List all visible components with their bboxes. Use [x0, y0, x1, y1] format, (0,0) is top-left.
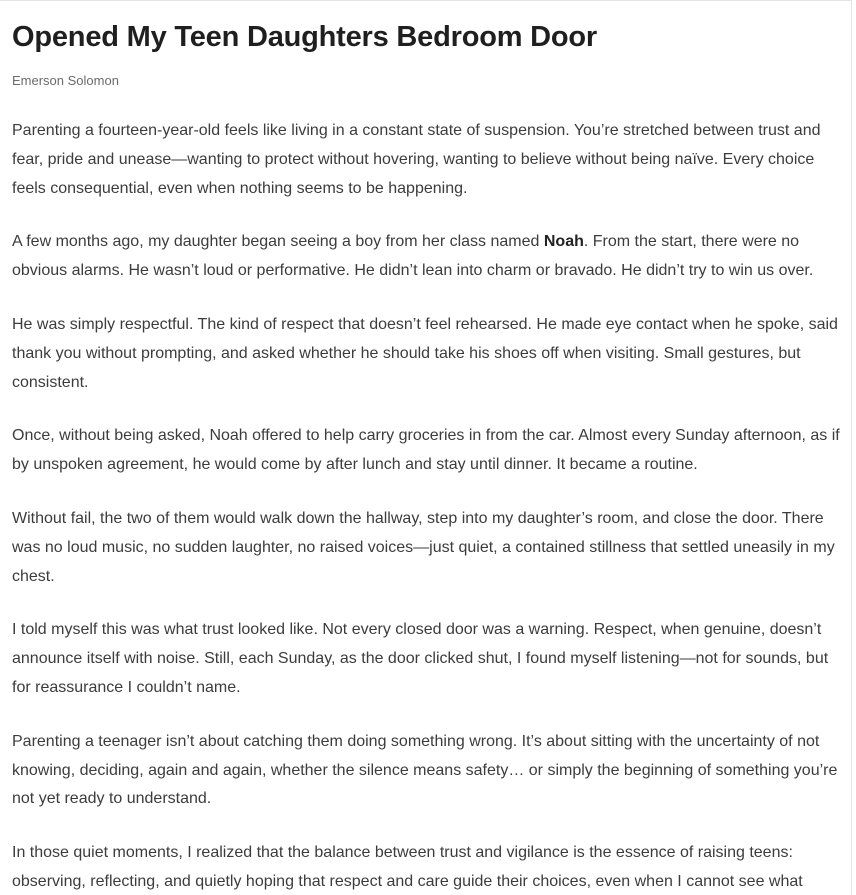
article-body	[12, 117, 840, 895]
paragraph-7: Parenting a teenager isn’t about catching them doing something wrong. It’s about sitting with the uncertainty of not knowing, deciding, again and again, whether the silence means safety… or simply the beginning of something you’re not yet ready to understand.	[12, 732, 838, 808]
paragraph-2	[12, 228, 840, 286]
name-noah: Noah	[543, 233, 584, 251]
paragraph-2-text-start: A few months ago, my daughter began seeing a boy from her class named	[12, 233, 544, 251]
paragraph-5: Without fail, the two of them would walk down the hallway, step into my daughter’s room, and close the door. There was no loud music, no sudden laughter, no raised voices—just quiet, a contained stillness that settled uneasily in my chest.	[12, 509, 835, 585]
article	[12, 17, 840, 895]
paragraph-8: In those quiet moments, I realized that the balance between trust and vigilance is the essence of raising teens: observing, reflecting, and quietly hoping that respect and care guide their choices, even when I cannot see what	[12, 844, 803, 890]
paragraph-4: Once, without being asked, Noah offered to help carry groceries in from the car. Almost every Sunday afternoon, as if by unspoken agreement, he would come by after lunch and stay until dinner. It became a routine.	[12, 427, 840, 474]
article-author[interactable]: Emerson Solomon	[12, 73, 119, 88]
paragraph-2-text-end: . From the start, there were no obvious alarms. He wasn’t loud or performative. He didn’t lean into charm or bravado. He didn’t try to win us over.	[12, 233, 814, 280]
paragraph-6: I told myself this was what trust looked like. Not every closed door was a warning. Respect, when genuine, doesn’t announce itself with noise. Still, each Sunday, as the door clicked shut, I found myself listening—not for sounds, but for reassurance I couldn’t name.	[12, 621, 829, 696]
article-title: Opened My Teen Daughters Bedroom Door	[12, 21, 598, 53]
paragraph-1: Parenting a fourteen-year-old feels like living in a constant state of suspension. You’re stretched between trust and fear, pride and unease—wanting to protect without hovering, wanting to believe without being naïve. Every choice feels consequential, even when nothing seems to be happening.	[12, 122, 821, 197]
paragraph-3: He was simply respectful. The kind of respect that doesn’t feel rehearsed. He made eye contact when he spoke, said thank you without prompting, and asked whether he should take his shoes off when visiting. Small gestures, but consistent.	[12, 315, 838, 391]
